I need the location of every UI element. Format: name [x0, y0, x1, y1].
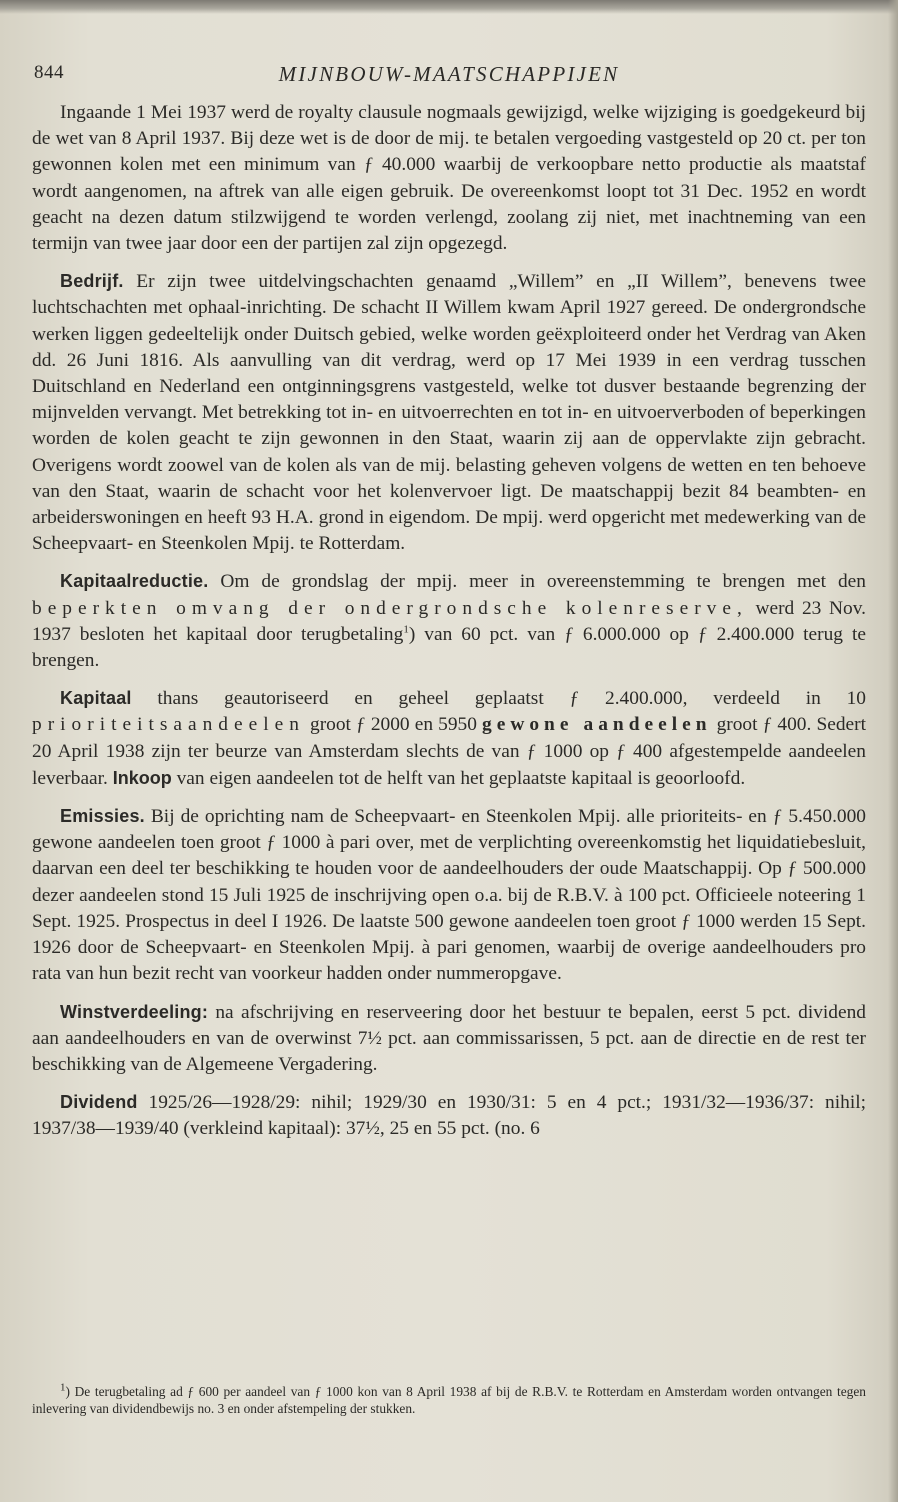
paragraph-winstverdeeling	[32, 999, 866, 1079]
paragraph-text: Om de grondslag der mpij. meer in overeenstemming te brengen met den	[208, 571, 866, 593]
running-title: MIJNBOUW-MAATSCHAPPIJEN	[278, 62, 620, 86]
paragraph-text: Er zijn twee uitdelvingschachten genaamd „Willem” en „II Willem”, benevens twee luchtschachten met ophaal-inrichting. De schacht II Willem kwam April 1927 gereed. De ondergrondsche werken liggen gedeeltelijk onder Duitsch gebied, welke worden geëxploiteerd onder het Verdrag van Aken dd. 26 Juni 1816. Als aanvulling van dit verdrag, werd op 17 Mei 1939 in een verdrag tusschen Duitschland en Nederland een ontginningsgrens vastgesteld, welke tot dusver bestaande begrenzing der mijnvelden vervangt. Met betrekking tot in- en uitvoerrechten en tot in- en uitvoerverboden of beperkingen worden de kolen geacht te zijn gewonnen in den Staat, waarin zij aan de oppervlakte zijn gebracht. Overigens wordt zoowel van de kolen als van de mij. belasting geheven volgens de wetten en ten behoeve van den Staat, waarin de schacht voor het kolenvervoer ligt. De maatschappij bezit 84 beambten- en arbeiderswoningen en heeft 93 H.A. grond in eigendom. De mpij. werd opgericht met medewerking van de Scheepvaart- en Steenkolen Mpij. te Rotterdam.	[32, 271, 866, 555]
paragraph-text: Bij de oprichting nam de Scheepvaart- en Steenkolen Mpij. alle prioriteits- en ƒ 5.450.000 gewone aandeelen toen groot ƒ 1000 à pari over, met de verplichting overeenkomstig het liquidatiebesluit, daarvan een deel ter beschikking te houden voor de aandeelhouders der oude Maatschappij. Op ƒ 500.000 dezer aandeelen stond 15 Juli 1925 de inschrijving open o.a. bij de R.B.V. à 100 pct. Officieele noteering 1 Sept. 1925. Prospectus in deel I 1926. De laatste 500 gewone aandeelen toen groot ƒ 1000 werden 15 Sept. 1926 door de Scheepvaart- en Steenkolen Mpij. à pari genomen, waarbij de overige aandeelhouders pro rata van hun bezit recht van voorkeur hadden onder nummeropgave.	[32, 806, 866, 985]
paragraph-text: ) van 60 pct. van ƒ 6.000.000 op ƒ 2.400.000 terug te brengen.	[32, 623, 866, 672]
paragraph-royalty	[32, 100, 866, 257]
paragraph-bedrijf	[32, 268, 866, 557]
paragraph-emissies	[32, 803, 866, 987]
scan-top-edge	[0, 0, 898, 14]
section-heading-kapitaal: Kapitaal	[60, 688, 132, 709]
spaced-emphasis: beperkten omvang der ondergrondsche kolenreserve,	[32, 597, 748, 619]
footnote	[32, 1381, 866, 1417]
paragraph-kapitaal	[32, 685, 866, 792]
page-number: 844	[34, 62, 64, 83]
section-heading-emissies: Emissies.	[60, 806, 145, 827]
scan-right-edge	[888, 0, 898, 1502]
paragraph-text: na afschrijving en reserveering door het bestuur te bepalen, eerst 5 pct. dividend aan aandeelhouders en van de overwinst 7½ pct. aan commissarissen, 5 pct. aan de directie en de rest ter beschikking van de Algemeene Vergadering.	[32, 1001, 866, 1075]
page-body	[32, 100, 866, 1154]
paragraph-text: thans geautoriseerd en geheel geplaatst ƒ 2.400.000, verdeeld in 10	[131, 688, 866, 710]
paragraph-text: van eigen aandeelen tot de helft van het geplaatste kapitaal is geoorloofd.	[171, 767, 746, 789]
spaced-emphasis: prioriteitsaandeelen	[32, 714, 305, 736]
section-heading-dividend: Dividend	[60, 1092, 138, 1113]
spaced-bold-emphasis: gewone aandeelen	[482, 714, 712, 736]
footnote-text: ) De terugbetaling ad ƒ 600 per aandeel van ƒ 1000 kon van 8 April 1938 af bij de R.B.V. te Rotterdam en Amsterdam worden ontvangen tegen inlevering van dividendbewijs no. 3 en onder afstempeling der stukken.	[32, 1384, 866, 1416]
paragraph-text: werd 23 Nov. 1937 besloten het kapitaal door terugbetaling	[32, 597, 866, 645]
paragraph-text: groot ƒ 400. Sedert 20 April 1938 zijn ter beurze van Amsterdam slechts de van ƒ 1000 op ƒ 400 afgestempelde aandeelen leverbaar.	[32, 714, 866, 789]
page-header	[30, 62, 868, 92]
footnote-mark: 1	[60, 1381, 66, 1394]
paragraph-dividend	[32, 1089, 866, 1142]
footnote-reference: 1	[403, 623, 409, 636]
paragraph-text: groot ƒ 2000 en 5950	[304, 714, 483, 736]
section-heading-bedrijf: Bedrijf.	[60, 271, 124, 292]
paragraph-kapitaalreductie	[32, 568, 866, 674]
paragraph-text: Ingaande 1 Mei 1937 werd de royalty clausule nogmaals gewijzigd, welke wijziging is goedgekeurd bij de wet van 8 April 1937. Bij deze wet is de door de mij. te betalen vergoeding vastgesteld op 20 ct. per ton gewonnen kolen met een minimum van ƒ 40.000 waarbij de verkoopbare netto productie als maatstaf wordt aangenomen, na aftrek van alle eigen gebruik. De overeenkomst loopt tot 31 Dec. 1952 en wordt geacht na dezen datum stilzwijgend te worden verlengd, zoolang zij niet, met inachtneming van een termijn van twee jaar door een der partijen zal zijn opgezegd.	[32, 102, 866, 255]
inline-heading-inkoop: Inkoop	[112, 767, 172, 788]
section-heading-winstverdeeling: Winstverdeeling:	[60, 1001, 209, 1022]
section-heading-kapitaalreductie: Kapitaalreductie.	[60, 571, 209, 592]
paragraph-text: 1925/26—1928/29: nihil; 1929/30 en 1930/31: 5 en 4 pct.; 1931/32—1936/37: nihil; 1937/38—1939/40 (verkleind kapitaal): 37½, 25 en 55 pct. (no. 6	[32, 1092, 866, 1140]
